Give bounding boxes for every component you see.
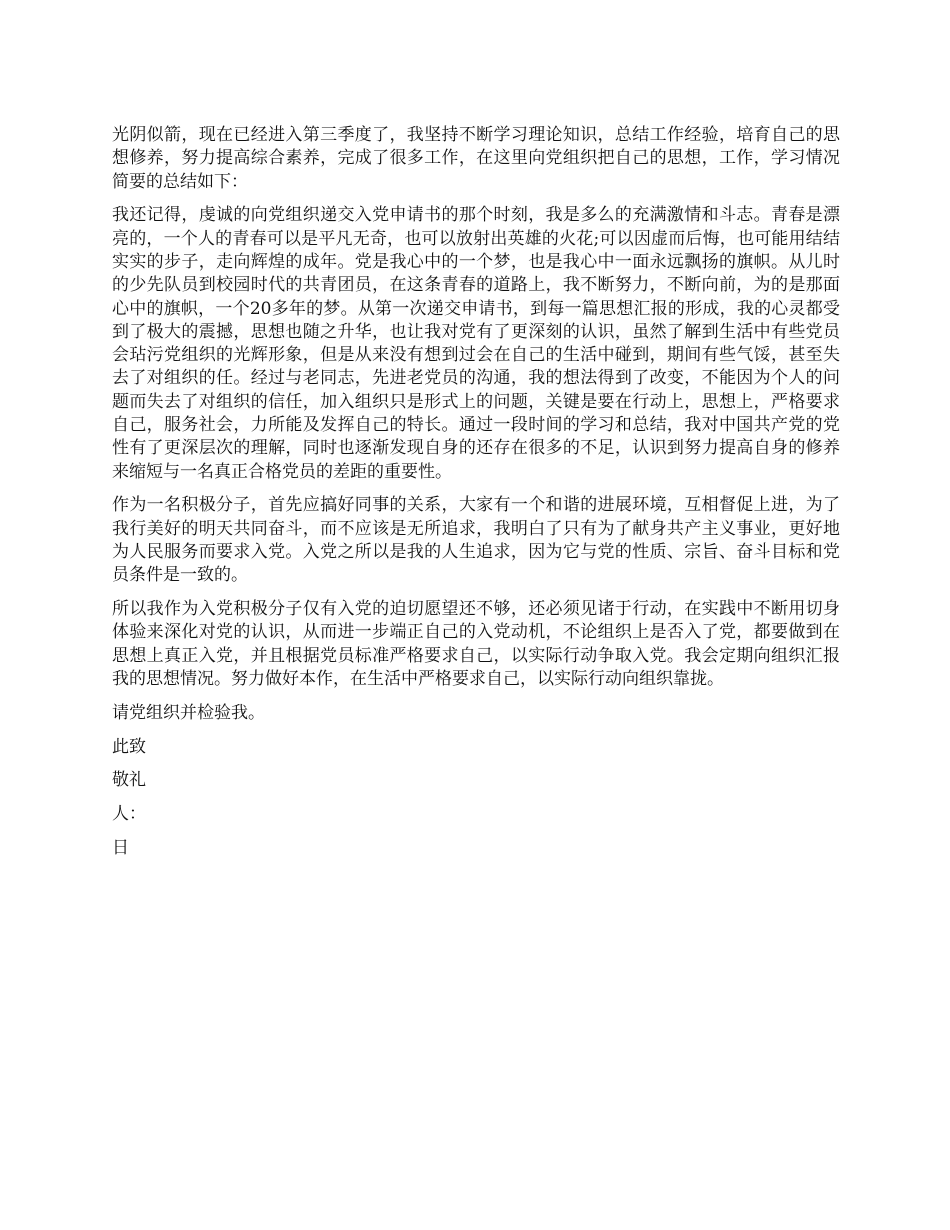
signature-person-label: 人： [112, 804, 146, 825]
closing-regards: 敬礼 [112, 770, 146, 791]
paragraph-activist: 作为一名积极分子，首先应搞好同事的关系，大家有一个和谐的进展环境，互相督促上进，为了我行美好的明天共同奋斗，而不应该是无所追求，我明白了只有为了献身共产主义事业，更好地为人民服务而要求入党。入党之所以是我的人生追求，因为它与党的性质、宗旨、奋斗目标和党员条件是一致的。 [112, 495, 840, 586]
paragraph-intro: 光阴似箭，现在已经进入第三季度了，我坚持不断学习理论知识，总结工作经验，培育自己的思想修养，努力提高综合素养，完成了很多工作，在这里向党组织把自己的思想，工作，学习情况简要的总结如下： [112, 125, 840, 192]
paragraph-memory: 我还记得，虔诚的向党组织递交入党申请书的那个时刻，我是多么的充满激情和斗志。青春是漂亮的，一个人的青春可以是平凡无奇，也可以放射出英雄的火花;可以因虚而后悔，也可能用结结实实的步子，走向辉煌的成年。党是我心中的一个梦，也是我心中一面永远飘扬的旗帜。从儿时的少先队员到校园时代的共青团员，在这条青春的道路上，我不断努力，不断向前，为的是那面心中的旗帜，一个20多年的梦。从第一次递交申请书，到每一篇思想汇报的形成，我的心灵都受到了极大的震撼，思想也随之升华，也让我对党有了更深刻的认识，虽然了解到生活中有些党员会玷污党组织的光辉形象，但是从来没有想到过会在自己的生活中碰到，期间有些气馁，甚至失去了对组织的任。经过与老同志，先进老党员的沟通，我的想法得到了改变，不能因为个人的问题而失去了对组织的信任，加入组织只是形式上的问题，关键是要在行动上，思想上，严格要求自己，服务社会，力所能及发挥自己的特长。通过一段时间的学习和总结，我对中国共产党的党性有了更深层次的理解，同时也逐渐发现自身的还存在很多的不足，认识到努力提高自身的修养来缩短与一名真正合格党员的差距的重要性。 [112, 205, 840, 482]
paragraph-action: 所以我作为入党积极分子仅有入党的迫切愿望还不够，还必须见诸于行动，在实践中不断用切身体验来深化对党的认识，从而进一步端正自己的入党动机，不论组织上是否入了党，都要做到在思想上真正入党，并且根据党员标准严格要求自己，以实际行动争取入党。我会定期向组织汇报我的思想情况。努力做好本作，在生活中严格要求自己，以实际行动向组织靠拢。 [112, 599, 840, 690]
signature-date-label: 日 [112, 838, 129, 859]
document-page [112, 124, 840, 871]
closing-salutation: 此致 [112, 736, 146, 757]
paragraph-request: 请党组织并检验我。 [112, 702, 265, 723]
